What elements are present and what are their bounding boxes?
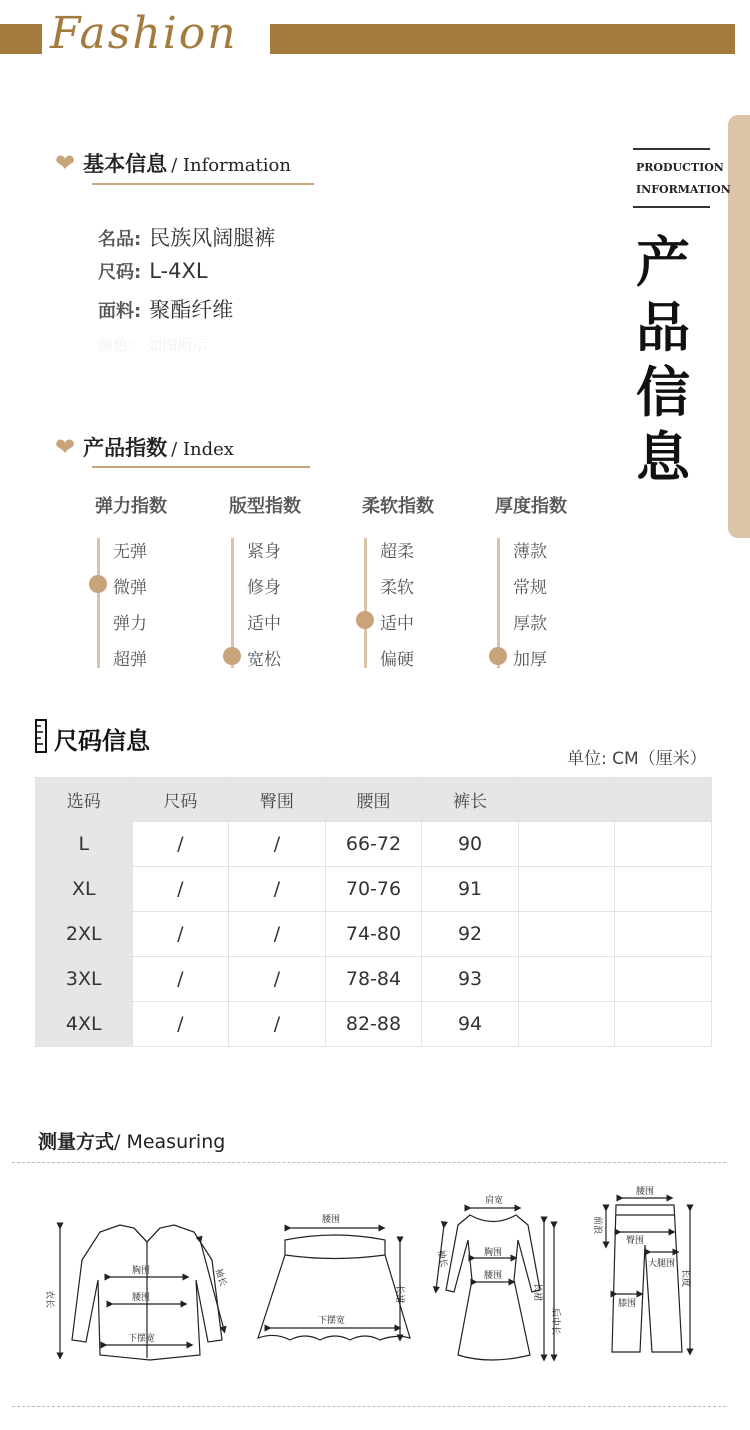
header-cell: 选码 [36, 778, 133, 822]
size-cell: 91 [422, 867, 519, 912]
index-item: 偏硬 [380, 650, 414, 670]
ruler-icon [35, 719, 47, 757]
measuring-bottom-divider [12, 1406, 726, 1407]
pants-front-rise-label: 前浪 [592, 1216, 602, 1235]
size-cell: / [229, 822, 326, 867]
production-top-line [633, 148, 710, 150]
info-value: 如图所示 [147, 336, 208, 354]
info-key: 尺码: [98, 262, 142, 283]
info-key: 名品: [98, 229, 142, 250]
skirt-waist-label: 腰围 [322, 1215, 341, 1225]
size-title: 尺码信息 [54, 727, 150, 755]
info-value: 民族风阔腿裤 [149, 226, 276, 250]
size-cell [615, 822, 712, 867]
info-value: 聚酯纤维 [149, 298, 234, 322]
info-heading-underline [92, 183, 314, 185]
header-cell: 臀围 [229, 778, 326, 822]
size-cell [518, 957, 615, 1002]
measuring-title-cn: 测量方式 [38, 1131, 115, 1153]
dress-chest-label: 胸围 [484, 1248, 503, 1258]
dress-waist-label: 腰围 [484, 1271, 503, 1281]
header-cell: 尺码 [132, 778, 229, 822]
banner-bar-right [270, 24, 735, 54]
product-info-vertical-title [628, 230, 698, 490]
size-label-cell: L [36, 822, 133, 867]
index-item: 适中 [247, 614, 281, 634]
size-cell: 92 [422, 912, 519, 957]
info-value: L-4XL [149, 259, 208, 283]
banner-title: Fashion [50, 8, 238, 59]
information-label: INFORMATION [636, 183, 731, 196]
size-cell: / [132, 822, 229, 867]
size-row [36, 1002, 712, 1047]
index-group-title: 柔软指数 [362, 496, 434, 517]
size-cell [518, 867, 615, 912]
size-cell: 78-84 [325, 957, 422, 1002]
size-table [35, 777, 712, 1047]
index-scale-line [364, 538, 367, 668]
size-label-cell: 3XL [36, 957, 133, 1002]
index-selected-dot [489, 647, 507, 665]
size-row [36, 912, 712, 957]
dress-back-length-label: 后中长 [550, 1308, 560, 1336]
size-table-header [36, 778, 712, 822]
size-cell: / [229, 957, 326, 1002]
info-row-color-faded [98, 330, 275, 364]
pants-length-label: 长度 [680, 1269, 690, 1288]
size-cell: / [132, 867, 229, 912]
info-key: 颜色: [98, 336, 134, 354]
dress-sleeve-label: 袖长 [435, 1248, 449, 1269]
size-unit: 单位: CM（厘米） [567, 749, 707, 769]
size-cell: 66-72 [325, 822, 422, 867]
heart-icon: ❤ [55, 149, 76, 177]
pants-hip-label: 臀围 [626, 1236, 645, 1246]
index-selected-dot [223, 647, 241, 665]
size-row [36, 957, 712, 1002]
measuring-diagrams [0, 1170, 750, 1400]
dress-length-label: 长裙 [532, 1283, 542, 1302]
size-cell: / [132, 912, 229, 957]
shirt-hem-label: 下摆宽 [128, 1334, 156, 1344]
size-label-cell: 4XL [36, 1002, 133, 1047]
size-cell [615, 1002, 712, 1047]
size-cell [615, 957, 712, 1002]
index-item: 适中 [380, 614, 414, 634]
measuring-title [38, 1127, 225, 1154]
index-item: 宽松 [247, 650, 281, 670]
index-heading-underline [92, 466, 310, 468]
index-item: 弹力 [113, 614, 147, 634]
size-cell: 74-80 [325, 912, 422, 957]
index-item: 厚款 [513, 614, 547, 634]
size-label-cell: XL [36, 867, 133, 912]
index-item: 常规 [513, 578, 547, 598]
info-heading [55, 148, 291, 178]
index-item: 加厚 [513, 650, 547, 670]
size-cell: 93 [422, 957, 519, 1002]
size-row [36, 867, 712, 912]
production-bottom-line [633, 206, 710, 208]
info-row-size [98, 258, 275, 294]
size-cell [615, 912, 712, 957]
size-cell: / [132, 957, 229, 1002]
pants-thigh-label: 大腿围 [648, 1259, 676, 1269]
size-label-cell: 2XL [36, 912, 133, 957]
header-cell: 裤长 [422, 778, 519, 822]
pants-diagram [606, 1198, 690, 1352]
pants-waist-label: 腰围 [636, 1187, 655, 1197]
info-heading-cn: 基本信息 [83, 151, 168, 176]
production-label: PRODUCTION [636, 161, 724, 174]
heart-icon: ❤ [55, 433, 76, 461]
size-cell [615, 867, 712, 912]
index-item: 超柔 [380, 542, 414, 562]
vertical-char: 产 [636, 230, 690, 294]
size-cell [518, 822, 615, 867]
size-cell [518, 1002, 615, 1047]
index-item: 无弹 [113, 542, 147, 562]
index-item: 微弹 [113, 578, 147, 598]
skirt-hem-label: 下摆宽 [318, 1316, 346, 1326]
shirt-sleeve-label: 袖长 [212, 1267, 228, 1288]
size-row [36, 822, 712, 867]
index-item: 超弹 [113, 650, 147, 670]
index-scale-line [97, 538, 100, 668]
index-heading-en: / Index [171, 439, 234, 460]
index-heading-cn: 产品指数 [83, 435, 168, 460]
size-cell [518, 912, 615, 957]
info-row-fabric [98, 294, 275, 330]
size-cell: 70-76 [325, 867, 422, 912]
size-cell: / [229, 912, 326, 957]
shirt-length-label: 衣长 [44, 1290, 54, 1309]
side-tab [728, 115, 750, 538]
index-item: 紧身 [247, 542, 281, 562]
banner-bar-left [0, 24, 42, 54]
info-key: 面料: [98, 301, 142, 322]
header-cell [518, 778, 615, 822]
size-cell: 90 [422, 822, 519, 867]
measuring-top-divider [12, 1162, 726, 1163]
vertical-char: 信 [636, 360, 690, 424]
size-cell: / [132, 1002, 229, 1047]
shirt-chest-label: 胸围 [132, 1266, 151, 1276]
size-cell: 94 [422, 1002, 519, 1047]
vertical-char: 品 [636, 295, 690, 359]
measuring-title-en: / Measuring [114, 1131, 226, 1153]
index-group-title: 弹力指数 [95, 496, 167, 517]
info-row-name [98, 222, 275, 258]
info-list [98, 222, 275, 364]
index-selected-dot [89, 575, 107, 593]
header-cell [615, 778, 712, 822]
pants-knee-label: 膝围 [618, 1299, 637, 1309]
size-cell: 82-88 [325, 1002, 422, 1047]
header-cell: 腰围 [325, 778, 422, 822]
size-cell: / [229, 867, 326, 912]
index-item: 修身 [247, 578, 281, 598]
vertical-char: 息 [636, 425, 690, 489]
dress-shoulder-label: 肩宽 [485, 1196, 504, 1206]
index-item: 薄款 [513, 542, 547, 562]
index-group-title: 厚度指数 [495, 496, 567, 517]
shirt-waist-label: 腰围 [132, 1293, 151, 1303]
index-selected-dot [356, 611, 374, 629]
size-cell: / [229, 1002, 326, 1047]
index-group-title: 版型指数 [229, 496, 301, 517]
info-heading-en: / Information [171, 155, 291, 176]
index-heading [55, 432, 234, 462]
index-item: 柔软 [380, 578, 414, 598]
skirt-length-label: 长裙 [394, 1285, 404, 1304]
